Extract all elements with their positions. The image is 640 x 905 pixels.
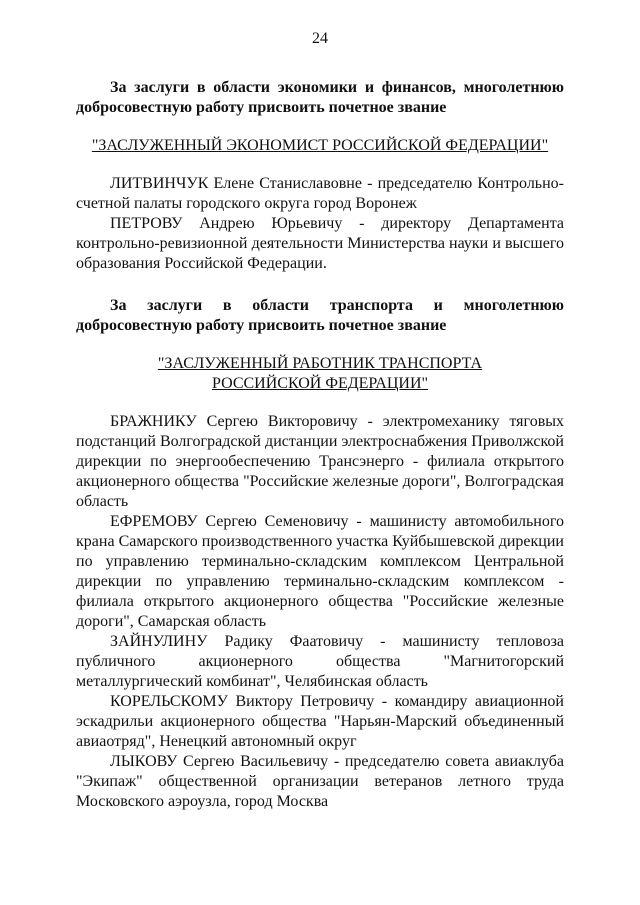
- document-body: [76, 78, 564, 812]
- award-entry: ЛИТВИНЧУК Елене Станиславовне - председателю Контрольно-счетной палаты городского округа город Воронеж: [76, 175, 564, 212]
- honorary-title-economist: "ЗАСЛУЖЕННЫЙ ЭКОНОМИСТ РОССИЙСКОЙ ФЕДЕРАЦИИ": [91, 137, 549, 154]
- page-number: 24: [312, 30, 328, 47]
- award-entry: ЛЫКОВУ Сергею Васильевичу - председателю совета авиаклуба "Экипаж" общественной организации ветеранов летного труда Московского аэроузла, город Москва: [76, 753, 564, 810]
- award-entry: ЗАЙНУЛИНУ Радику Фаатовичу - машинисту тепловоза публичного акционерного общества "Магнитогорский металлургический комбинат", Челябинская область: [76, 633, 564, 690]
- section-heading-economy: За заслуги в области экономики и финансов, многолетнюю добросовестную работу присвоить почетное звание: [76, 79, 564, 116]
- award-entry: ЕФРЕМОВУ Сергею Семеновичу - машинисту автомобильного крана Самарского производственного участка Куйбышевской дирекции по управлению терминально-складским комплексом Центральной дирекции по управлению терминально-складским комплексом - филиала открытого акционерного общества "Российские железные дороги", Самарская область: [76, 513, 564, 630]
- award-entry: ПЕТРОВУ Андрею Юрьевичу - директору Департамента контрольно-ревизионной деятельности Министерства науки и высшего образования Российской Федерации.: [76, 215, 564, 272]
- award-entry: БРАЖНИКУ Сергею Викторовичу - электромеханику тяговых подстанций Волгоградской дистанции электроснабжения Приволжской дирекции по энергообеспечению Трансэнерго - филиала открытого акционерного общества "Российские железные дороги", Волгоградская область: [76, 413, 564, 510]
- section-heading-transport: За заслуги в области транспорта и многолетнюю добросовестную работу присвоить почетное звание: [76, 297, 564, 334]
- award-entry: КОРЕЛЬСКОМУ Виктору Петровичу - командиру авиационной эскадрильи акционерного общества "Нарьян-Марский объединенный авиаотряд", Ненецкий автономный округ: [76, 693, 564, 750]
- honorary-title-transport: "ЗАСЛУЖЕННЫЙ РАБОТНИК ТРАНСПОРТА РОССИЙСКОЙ ФЕДЕРАЦИИ": [157, 355, 483, 392]
